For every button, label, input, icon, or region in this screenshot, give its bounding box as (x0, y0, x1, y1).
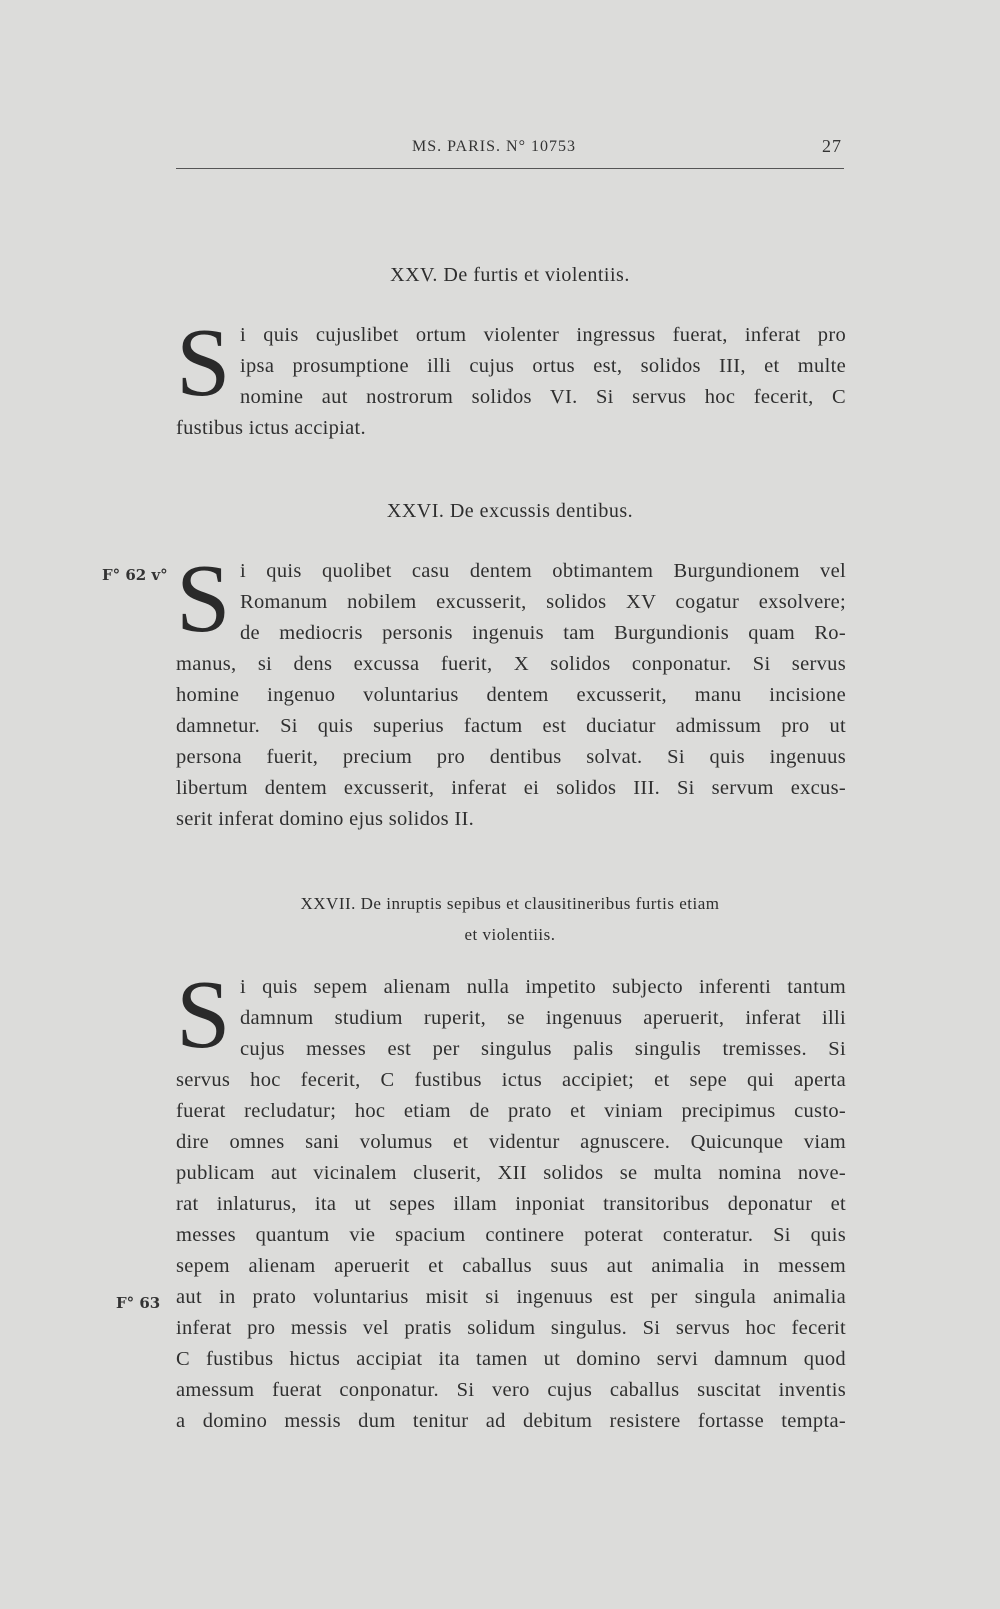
text-line: de mediocris personis ingenuis tam Burgundionis quam Ro- (240, 622, 846, 644)
text-line: sepem alienam aperuerit et caballus suus aut animalia in messem (176, 1255, 846, 1277)
text-line: i quis quolibet casu dentem obtimantem Burgundionem vel (240, 560, 846, 582)
folio-margin-note: F° 63 (116, 1294, 161, 1312)
text-line: publicam aut vicinalem cluserit, XII solidos se multa nomina nove- (176, 1162, 846, 1184)
text-line: cujus messes est per singulus palis singulis tremisses. Si (240, 1038, 846, 1060)
text-line: damnetur. Si quis superius factum est duciatur admissum pro ut (176, 715, 846, 737)
text-line: amessum fuerat conponatur. Si vero cujus caballus suscitat inventis (176, 1379, 846, 1401)
text-line: Romanum nobilem excusserit, solidos XV cogatur exsolvere; (240, 591, 846, 613)
text-line: fustibus ictus accipiat. (176, 417, 366, 439)
text-line: C fustibus hictus accipiat ita tamen ut domino servi damnum quod (176, 1348, 846, 1370)
text-line: rat inlaturus, ita ut sepes illam inponiat transitoribus deponatur et (176, 1193, 846, 1215)
text-line: messes quantum vie spacium continere poterat conteratur. Si quis (176, 1224, 846, 1246)
text-line: libertum dentem excusserit, inferat ei solidos III. Si servum excus- (176, 777, 846, 799)
folio-margin-note: F° 62 v° (102, 566, 168, 584)
text-line: damnum studium ruperit, se ingenuus aperuerit, inferat illi (240, 1007, 846, 1029)
section-body-xxv (176, 309, 846, 444)
text-line: a domino messis dum tenitur ad debitum resistere fortasse tempta- (176, 1410, 846, 1432)
text-line: aut in prato voluntarius misit si ingenuus est per singula animalia (176, 1286, 846, 1308)
text-line: manus, si dens excussa fuerit, X solidos conponatur. Si servus (176, 653, 846, 675)
text-line: ipsa prosumptione illi cujus ortus est, solidos III, et multe (240, 355, 846, 377)
text-line: inferat pro messis vel pratis solidum singulus. Si servus hoc fecerit (176, 1317, 846, 1339)
section-body-xxvii (176, 961, 846, 1437)
text-line: dire omnes sani volumus et videntur agnuscere. Quicunque viam (176, 1131, 846, 1153)
text-line: i quis cujuslibet ortum violenter ingressus fuerat, inferat pro (240, 324, 846, 346)
dropcap: S (176, 309, 231, 417)
text-line: i quis sepem alienam nulla impetito subjecto inferenti tantum (240, 976, 846, 998)
dropcap: S (176, 961, 231, 1069)
section-title-line: et violentiis. (464, 925, 556, 944)
page-number: 27 (822, 136, 842, 156)
text-line: nomine aut nostrorum solidos VI. Si servus hoc fecerit, C (240, 386, 846, 408)
header-rule (176, 168, 844, 169)
running-title: MS. PARIS. N° 10753 (412, 138, 576, 155)
section-title-line: XXVII. De inruptis sepibus et clausitineribus furtis etiam (300, 894, 720, 913)
section-title-xxvii (176, 888, 844, 950)
text-line: persona fuerit, precium pro dentibus solvat. Si quis ingenuus (176, 746, 846, 768)
text-line: homine ingenuo voluntarius dentem excusserit, manu incisione (176, 684, 846, 706)
dropcap: S (176, 545, 231, 653)
running-head (176, 136, 844, 160)
section-body-xxvi (176, 545, 846, 835)
text-line: servus hoc fecerit, C fustibus ictus accipiet; et sepe qui aperta (176, 1069, 846, 1091)
text-line: fuerat recludatur; hoc etiam de prato et viniam precipimus custo- (176, 1100, 846, 1122)
section-title-xxv: XXV. De furtis et violentiis. (390, 264, 630, 286)
section-title-xxvi: XXVI. De excussis dentibus. (386, 500, 634, 522)
text-line: serit inferat domino ejus solidos II. (176, 808, 475, 830)
